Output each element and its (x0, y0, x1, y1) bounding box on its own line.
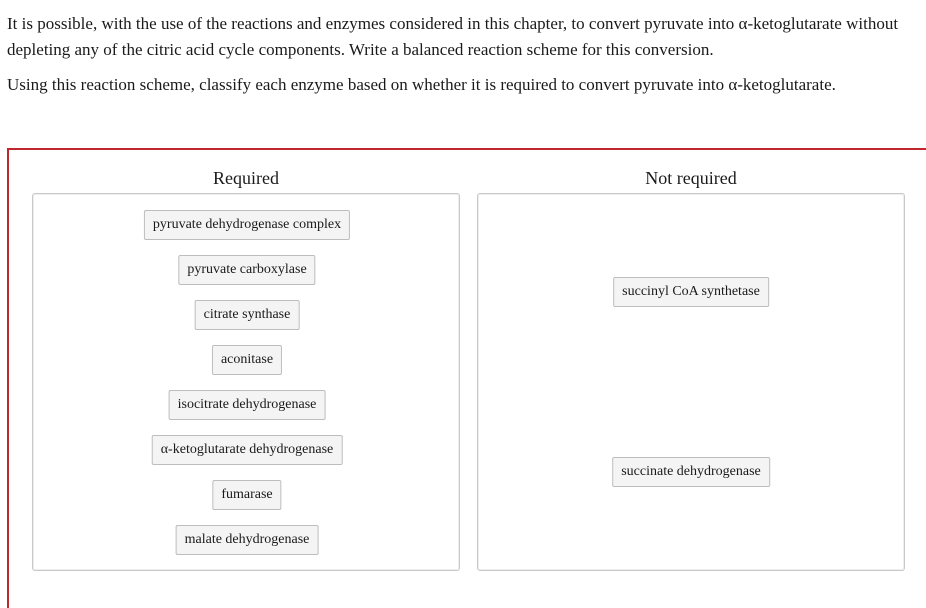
question-text (7, 11, 922, 98)
question-paragraph-1: It is possible, with the use of the reactions and enzymes considered in this chapter, to convert pyruvate into α-ketoglutarate without depleting any of the citric acid cycle components. Write a balanced reaction scheme for this conversion. (7, 14, 899, 59)
not-required-bin[interactable] (477, 193, 905, 571)
enzyme-chip-citrate-synthase[interactable]: citrate synthase (195, 300, 300, 330)
enzyme-chip-malate-dehydrogenase[interactable]: malate dehydrogenase (176, 525, 319, 555)
enzyme-chip-succinyl-coa-synthetase[interactable]: succinyl CoA synthetase (613, 277, 769, 307)
enzyme-chip-pyruvate-dehydrogenase-complex[interactable]: pyruvate dehydrogenase complex (144, 210, 350, 240)
required-bin[interactable] (32, 193, 460, 571)
enzyme-chip-alpha-ketoglutarate-dehydrogenase[interactable]: α-ketoglutarate dehydrogenase (152, 435, 343, 465)
enzyme-chip-aconitase[interactable]: aconitase (212, 345, 282, 375)
question-paragraph-2: Using this reaction scheme, classify each enzyme based on whether it is required to convert pyruvate into α-ketoglutarate. (7, 75, 836, 94)
enzyme-chip-fumarase[interactable]: fumarase (212, 480, 281, 510)
enzyme-chip-succinate-dehydrogenase[interactable]: succinate dehydrogenase (612, 457, 770, 487)
required-bin-title: Required (213, 168, 279, 188)
enzyme-chip-pyruvate-carboxylase[interactable]: pyruvate carboxylase (178, 255, 315, 285)
enzyme-chip-isocitrate-dehydrogenase[interactable]: isocitrate dehydrogenase (169, 390, 326, 420)
not-required-bin-title: Not required (645, 168, 737, 188)
